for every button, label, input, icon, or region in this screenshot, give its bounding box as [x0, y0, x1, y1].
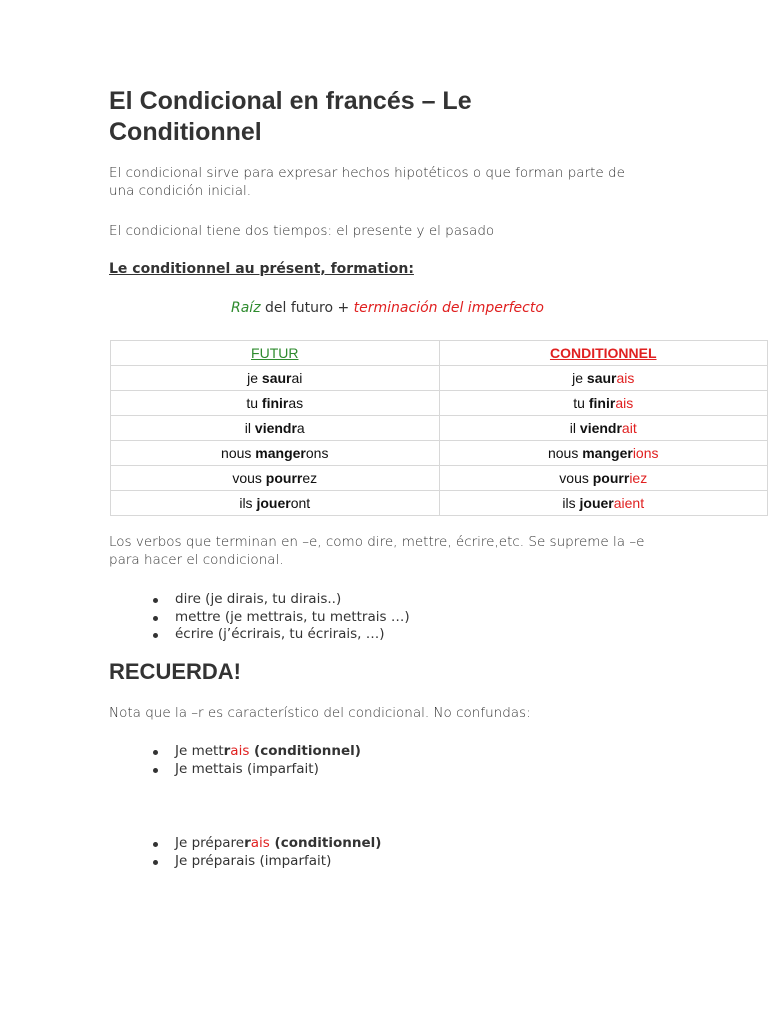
pronoun: je [247, 370, 259, 386]
futur-cell [111, 416, 440, 441]
cond-ending: ais [615, 395, 634, 411]
cond-ending: ais [250, 835, 270, 851]
cond-ending: iez [629, 470, 648, 486]
intro-paragraph: El condicional sirve para expresar hechos hipotéticos o que forman parte de una condición inicial. [109, 165, 625, 199]
e-verbs-paragraph: Los verbos que terminan en –e, como dire, mettre, écrire,etc. Se supreme la –e para hacer el condicional. [109, 534, 645, 568]
section-heading: Le conditionnel au présent, formation: [109, 261, 414, 277]
list-item: Je mettais (imparfait) [150, 761, 361, 779]
cond-r: r [244, 835, 251, 851]
table-row [111, 416, 768, 441]
cond-ending: ais [616, 370, 635, 386]
table-row [111, 366, 768, 391]
futur-ending: a [296, 420, 305, 436]
pronoun: nous [221, 445, 252, 461]
cond-stem: manger [582, 445, 633, 461]
cond-prefix: Je prépare [175, 835, 245, 851]
cond-ending: ait [621, 420, 637, 436]
futur-stem: pourr [265, 470, 303, 486]
e-verbs-list [150, 591, 410, 644]
table-header-row [111, 341, 768, 366]
header-futur-label: FUTUR [251, 345, 299, 361]
cond-cell [439, 441, 768, 466]
pronoun: nous [547, 445, 579, 461]
cond-ending: aient [613, 495, 645, 511]
table-row [111, 441, 768, 466]
list-item [150, 835, 381, 853]
futur-cell [111, 391, 440, 416]
formula-middle: del futuro + [260, 300, 354, 316]
list-item: mettre (je mettrais, tu mettrais …) [150, 609, 410, 627]
cond-stem: pourr [592, 470, 630, 486]
cond-tag: (conditionnel) [269, 835, 382, 851]
recuerda-heading: RECUERDA! [109, 659, 241, 684]
list-item: Je préparais (imparfait) [150, 853, 381, 871]
cond-ending: ais [230, 743, 250, 759]
header-conditionnel [439, 341, 768, 366]
table-row [111, 491, 768, 516]
futur-stem: saur [261, 370, 292, 386]
table-row [111, 466, 768, 491]
pronoun: ils [239, 495, 253, 511]
header-futur [111, 341, 440, 366]
formation-formula [231, 300, 544, 316]
futur-ending: ont [290, 495, 311, 511]
pronoun: ils [562, 495, 576, 511]
comparison-list-2 [150, 835, 381, 870]
pronoun: il [569, 420, 577, 436]
pronoun: tu [246, 395, 259, 411]
cond-tag: (conditionnel) [249, 743, 361, 759]
comparison-list-1 [150, 743, 361, 778]
pronoun: tu [573, 395, 585, 411]
pronoun: il [244, 420, 252, 436]
cond-cell [439, 466, 768, 491]
futur-cell [111, 441, 440, 466]
formula-terminacion: terminación del imperfecto [353, 300, 544, 316]
futur-ending: ons [305, 445, 329, 461]
formula-raiz: Raíz [231, 300, 261, 316]
futur-cell [111, 366, 440, 391]
cond-cell [439, 391, 768, 416]
list-item: dire (je dirais, tu dirais..) [150, 591, 410, 609]
nota-paragraph: Nota que la –r es característico del condicional. No confundas: [109, 705, 531, 721]
conjugation-table [110, 340, 768, 516]
cond-stem: finir [588, 395, 616, 411]
list-item [150, 743, 361, 761]
pronoun: vous [559, 470, 589, 486]
cond-stem: jouer [579, 495, 614, 511]
pronoun: je [572, 370, 584, 386]
cond-r: r [223, 743, 231, 759]
pronoun: vous [232, 470, 262, 486]
futur-ending: ai [291, 370, 303, 386]
futur-stem: viendr [254, 420, 297, 436]
tenses-paragraph: El condicional tiene dos tiempos: el presente y el pasado [109, 223, 495, 239]
futur-stem: manger [255, 445, 306, 461]
futur-ending: as [288, 395, 304, 411]
table-row [111, 391, 768, 416]
cond-stem: viendr [579, 420, 622, 436]
page-title: El Condicional en francés – Le Conditionnel [109, 87, 472, 146]
cond-cell [439, 491, 768, 516]
cond-cell [439, 366, 768, 391]
cond-ending: ions [632, 445, 659, 461]
cond-cell [439, 416, 768, 441]
cond-stem: saur [586, 370, 617, 386]
list-item: écrire (j’écrirais, tu écrirais, …) [150, 626, 410, 644]
futur-ending: ez [302, 470, 318, 486]
futur-cell [111, 491, 440, 516]
header-conditionnel-label: CONDITIONNEL [549, 345, 657, 361]
futur-stem: finir [261, 395, 289, 411]
futur-cell [111, 466, 440, 491]
futur-stem: jouer [256, 495, 291, 511]
cond-prefix: Je mett [175, 743, 224, 759]
